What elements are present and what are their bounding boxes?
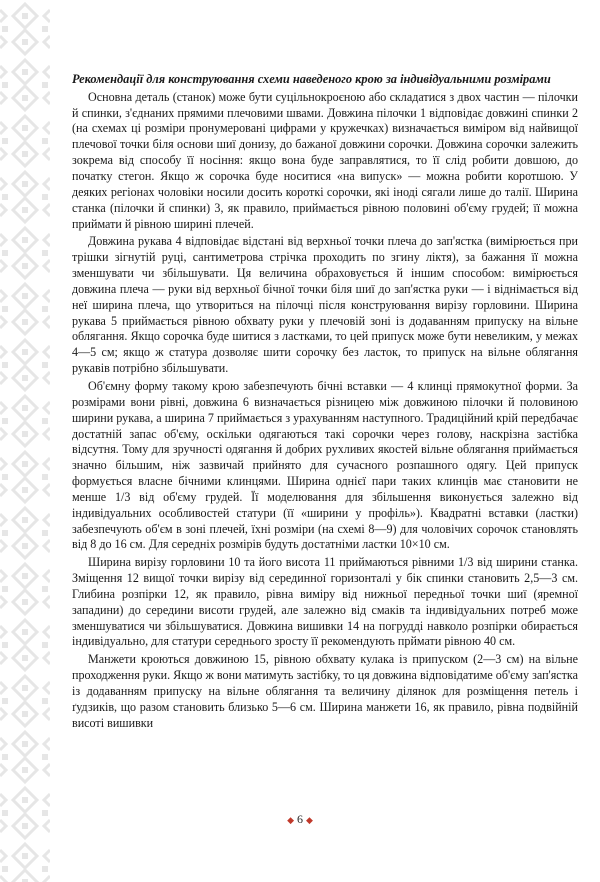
paragraph-1: Основна деталь (станок) може бути суцільнокроєною або складатися з двох частин — пілочки й спинки, з'єднаних прямими плечовими швами. Довжина пілочки 1 відповідає довжині спинки 2 (на схемах ці розміри пронумеровані цифрами у кружечках) визначається виміром від найвищої плечової точки біля основи шиї донизу, до бажаної довжини сорочки. Довжина сорочки залежить зокрема від способу її носіння: якщо вона буде заправлятися, то її слід робити довшою, до початку стегон. Якщо ж сорочка буде носитися «на випуск» — можна робити коротшою. У деяких регіонах чоловіки носили досить короткі сорочки, які іноді сягали лише до талії. Ширина станка (пілочки й спинки) 3, як правило, приймається рівною половині об'єму грудей; її можна приймати й рівною ширині плечей. xyxy=(72,89,578,231)
paragraph-5: Манжети кроються довжиною 15, рівною обхвату кулака із припуском (2—3 см) на вільне проходження руки. Якщо ж вони матимуть застібку, то ця довжина відповідатиме об'єму зап'ястка із додаванням припуску на вільне облягання та величину ділянок для розміщення петель і ґудзиків, що разом становить близько 5—6 см. Ширина манжети 16, як правило, рівна подвійній висоті вишивки xyxy=(72,652,578,730)
section-heading: Рекомендації для конструювання схеми наведеного крою за індивідуальними розмірами xyxy=(72,72,551,86)
paragraph-3: Об'ємну форму такому крою забезпечують бічні вставки — 4 клинці прямокутної форми. За розмірами вони рівні, довжина 6 визначається різницею між довжиною пілочки й половиною ширини рукава, а ширина 7 приймається з урахуванням наступного. Традиційний крій передбачає достатній запас об'єму, оскільки одягаються такі сорочки через голову, наскрізна застібка відсутня. Тому для зручності одягання й добрих рухливих якостей вільне облягання приймається значно більшим, ніж зазвичай прийнято для сучасного розпашного одягу. Цей припуск формується власне бічними клинцями. Ширина однієї пари таких клинців має становити не менше 1/3 від об'єму грудей. Її моделювання для збільшення виконується залежно від індивідуальних особливостей статури (її «ширини у профіль»). Квадратні вставки (ластки) забезпечують об'єм в зоні плечей, їхні розміри (на схемі 8—9) для чоловічих сорочок становлять від 8 до 16 см. Для середніх розмірів будуть достатніми ластки 10×10 см. xyxy=(72,378,578,552)
page-number: 6 xyxy=(297,812,303,826)
decorative-ornament-border xyxy=(0,0,50,882)
left-diamond-icon: ◆ xyxy=(287,815,294,825)
paragraph-4: Ширина вирізу горловини 10 та його висота 11 приймаються рівними 1/3 від ширини станка. Зміщення 12 вищої точки вирізу від серединної горизонталі у бік спинки становить 2,5—3 см. Глибина розпірки 12, як правило, рівна виміру від нижньої передньої точки шиї (яремної западини) до середини висоти грудей, але залежно від смаків та індивідуальних потреб може зменшуватися чи збільшуватися. Довжина вишивки 14 на погрудді навколо розпірки обирається індивідуально, для статури середнього зросту її рекомендують прймати рівною 40 см. xyxy=(72,555,578,649)
paragraph-2: Довжина рукава 4 відповідає відстані від верхньої точки плеча до зап'ястка (вимірюється при трішки зігнутій руці, сантиметрова стрічка проходить по згину ліктя), за бажання її можна зменшувати чи збільшувати. Ця величина обраховується й іншим способом: вимірюється довжина плеча — руки від верхньої бічної точки біля шиї до зап'ястка руки — і віднімається від неї ширина плеча, що утвориться на пілочці після конструювання вирізу горловини. Ширина рукава 5 приймається рівною обхвату руки у плечовій зоні із додаванням припуску на вільне облягання. Якщо сорочка буде шитися з ластками, то цей припуск може бути невеликим, у межах 4—5 см; якщо ж статура дозволяє шити сорочку без ласток, то припуск на вільне облягання рукавів потрібно збільшувати. xyxy=(72,234,578,376)
page-number-footer xyxy=(0,812,600,827)
right-diamond-icon: ◆ xyxy=(306,815,313,825)
page-body xyxy=(72,72,578,732)
